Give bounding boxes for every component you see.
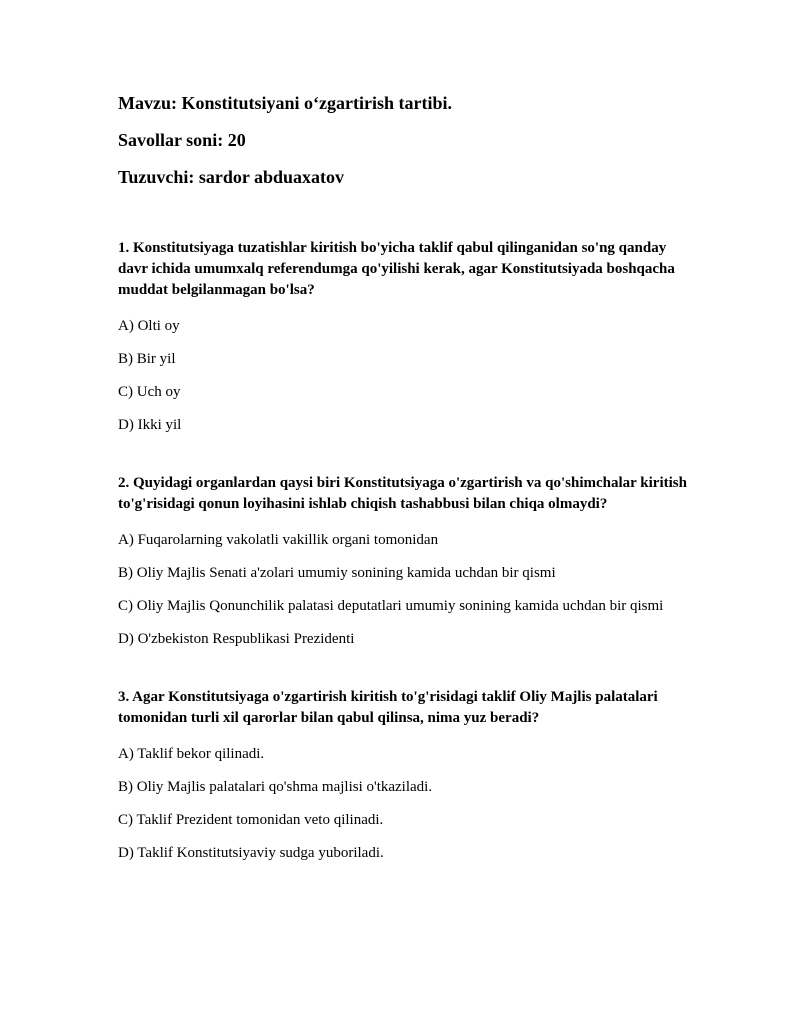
option-d: D) O'zbekiston Respublikasi Prezidenti: [118, 631, 355, 647]
option-d: D) Ikki yil: [118, 417, 182, 433]
option-c: C) Uch oy: [118, 384, 181, 400]
option-d: D) Taklif Konstitutsiyaviy sudga yuboriladi.: [118, 845, 384, 861]
option-a: A) Fuqarolarning vakolatli vakillik organi tomonidan: [118, 532, 439, 548]
question-2: [118, 473, 688, 650]
question-count-heading: Savollar soni: 20: [118, 130, 246, 150]
option-c: C) Oliy Majlis Qonunchilik palatasi deputatlari umumiy sonining kamida uchdan bir qismi: [118, 598, 664, 614]
option-a: A) Taklif bekor qilinadi.: [118, 746, 265, 762]
question-text: 2. Quyidagi organlardan qaysi biri Konstitutsiyaga o'zgartirish va qo'shimchalar kiritish to'g'risidagi qonun loyihasini ishlab chiqish tashabbusi bilan chiqa olmaydi?: [118, 475, 687, 512]
question-list: [118, 238, 688, 901]
question-text: 1. Konstitutsiyaga tuzatishlar kiritish bo'yicha taklif qabul qilinganidan so'ng qanday davr ichida umumxalq referendumga qo'yilishi kerak, agar Konstitutsiyada boshqacha muddat belgilanmagan bo'lsa?: [118, 240, 675, 298]
author-heading: Tuzuvchi: sardor abduaxatov: [118, 167, 345, 187]
question-text: 3. Agar Konstitutsiyaga o'zgartirish kiritish to'g'risidagi taklif Oliy Majlis palatalari tomonidan turli xil qarorlar bilan qabul qilinsa, nima yuz beradi?: [118, 689, 658, 726]
question-1: [118, 238, 688, 436]
option-b: B) Oliy Majlis palatalari qo'shma majlisi o'tkaziladi.: [118, 779, 433, 795]
option-b: B) Oliy Majlis Senati a'zolari umumiy sonining kamida uchdan bir qismi: [118, 565, 556, 581]
topic-heading: Mavzu: Konstitutsiyani o‘zgartirish tartibi.: [118, 93, 452, 113]
question-3: [118, 687, 688, 864]
option-a: A) Olti oy: [118, 318, 180, 334]
option-c: C) Taklif Prezident tomonidan veto qilinadi.: [118, 812, 384, 828]
option-b: B) Bir yil: [118, 351, 176, 367]
document-header: [118, 92, 452, 203]
